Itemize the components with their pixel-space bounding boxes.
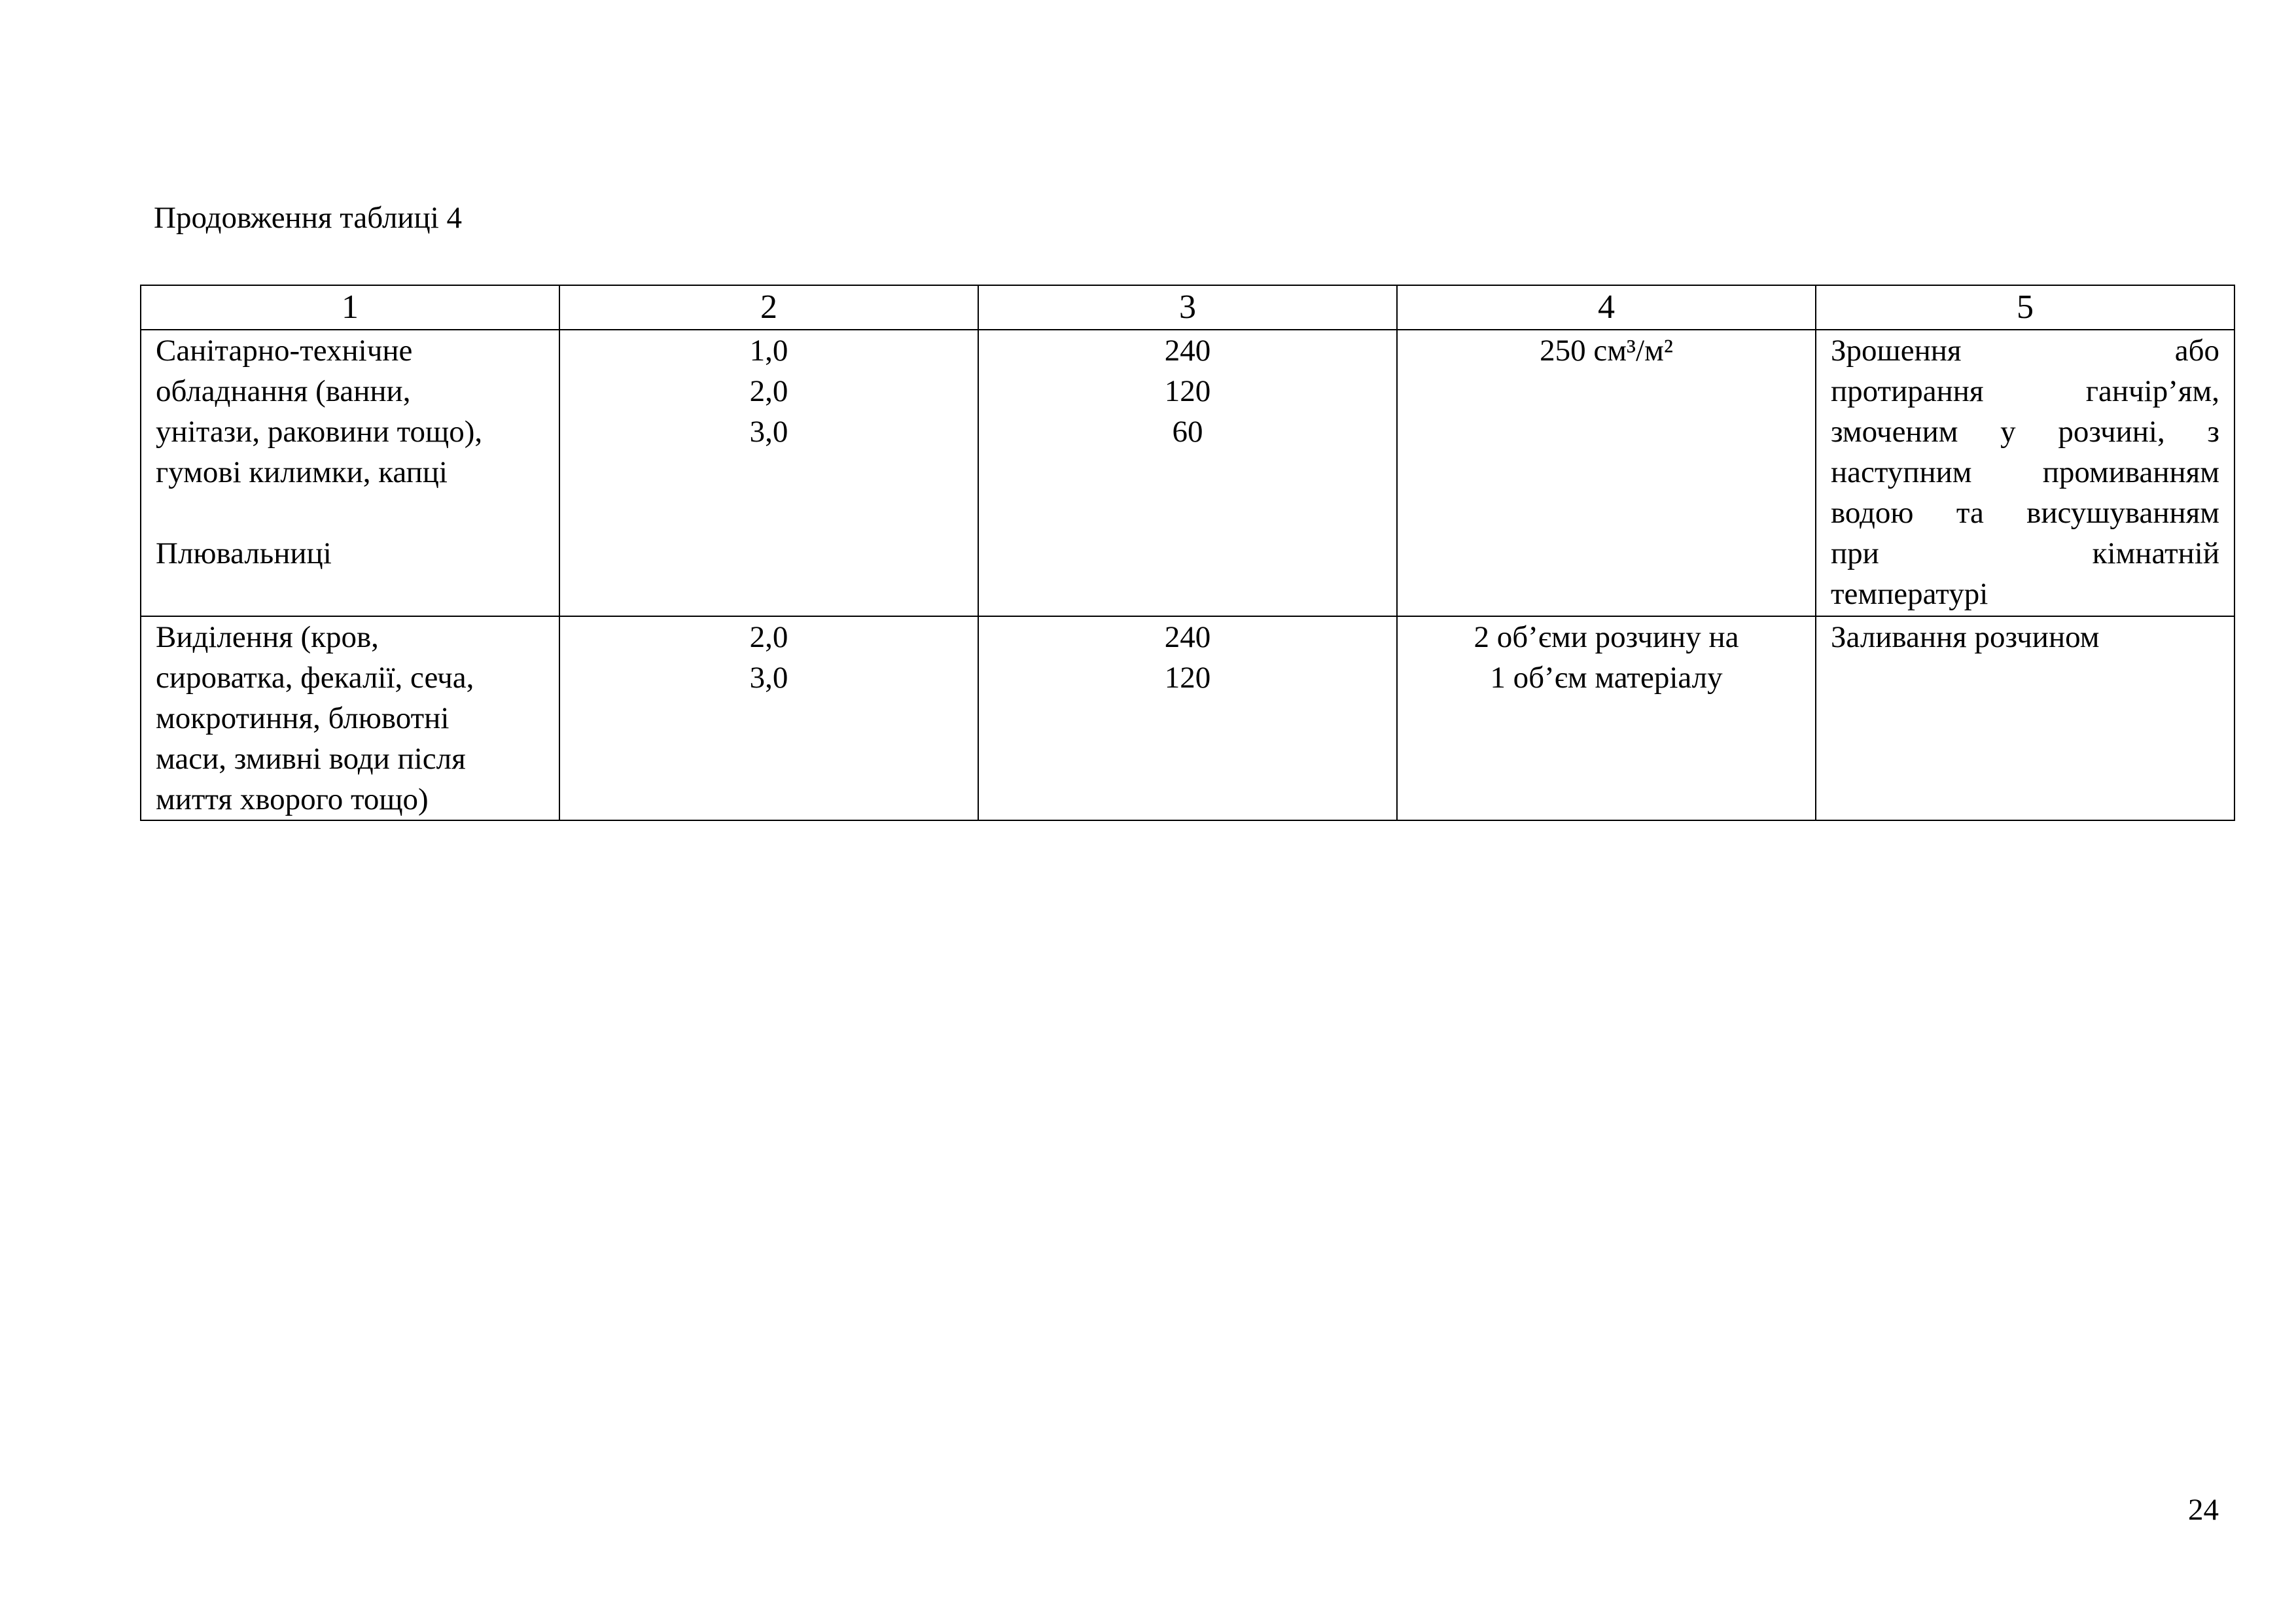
method-cell [1816, 330, 2234, 616]
time-cell [978, 330, 1397, 616]
time-value: 60 [1172, 415, 1203, 449]
header-cell-4: 4 [1397, 285, 1816, 330]
method-line: змоченим у розчині, з [1831, 415, 2219, 449]
object-line: маси, змивні води після [156, 742, 466, 776]
method-cell [1816, 616, 2234, 820]
concentration-value: 2,0 [749, 374, 788, 408]
object-line: унітази, раковини тощо), [156, 415, 483, 449]
table-header-row [141, 285, 2234, 330]
object-line: миття хворого тощо) [156, 782, 429, 816]
object-line: Виділення (кров, [156, 620, 379, 654]
consumption-value: 1 об’єм матеріалу [1490, 661, 1723, 695]
method-line: протирання ганчір’ям, [1831, 374, 2219, 408]
disinfection-table [140, 285, 2235, 821]
time-value: 240 [1164, 334, 1211, 368]
method-line: наступним промиванням [1831, 455, 2219, 489]
method-line: Заливання розчином [1831, 620, 2100, 654]
object-line: мокротиння, блювотні [156, 701, 450, 735]
time-value: 240 [1164, 620, 1211, 654]
consumption-value: 250 см³/м² [1540, 334, 1673, 368]
method-line: при кімнатній [1831, 536, 2219, 570]
header-cell-3: 3 [978, 285, 1397, 330]
consumption-value: 2 об’єми розчину на [1474, 620, 1739, 654]
object-cell [141, 616, 559, 820]
header-cell-5: 5 [1816, 285, 2234, 330]
header-cell-1: 1 [141, 285, 559, 330]
table-row [141, 616, 2234, 820]
time-cell [978, 616, 1397, 820]
method-line: температурі [1831, 577, 1988, 611]
object-cell [141, 330, 559, 616]
time-value: 120 [1164, 661, 1211, 695]
concentration-value: 1,0 [749, 334, 788, 368]
consumption-cell [1397, 616, 1816, 820]
table-row [141, 330, 2234, 616]
concentration-value: 3,0 [749, 661, 788, 695]
object-line: Санітарно-технічне [156, 334, 413, 368]
concentration-value: 2,0 [749, 620, 788, 654]
method-line: Зрошення або [1831, 334, 2219, 368]
object-line: обладнання (ванни, [156, 374, 411, 408]
object-line-extra: Плювальниці [156, 536, 332, 570]
time-value: 120 [1164, 374, 1211, 408]
table-caption: Продовження таблиці 4 [154, 201, 463, 235]
blank-line [156, 493, 544, 533]
method-line: водою та висушуванням [1831, 496, 2219, 530]
page-number: 24 [2188, 1493, 2219, 1527]
header-cell-2: 2 [559, 285, 978, 330]
concentration-value: 3,0 [749, 415, 788, 449]
object-line: гумові килимки, капці [156, 455, 448, 489]
object-line: сироватка, фекалії, сеча, [156, 661, 474, 695]
consumption-cell [1397, 330, 1816, 616]
concentration-cell [559, 616, 978, 820]
concentration-cell [559, 330, 978, 616]
